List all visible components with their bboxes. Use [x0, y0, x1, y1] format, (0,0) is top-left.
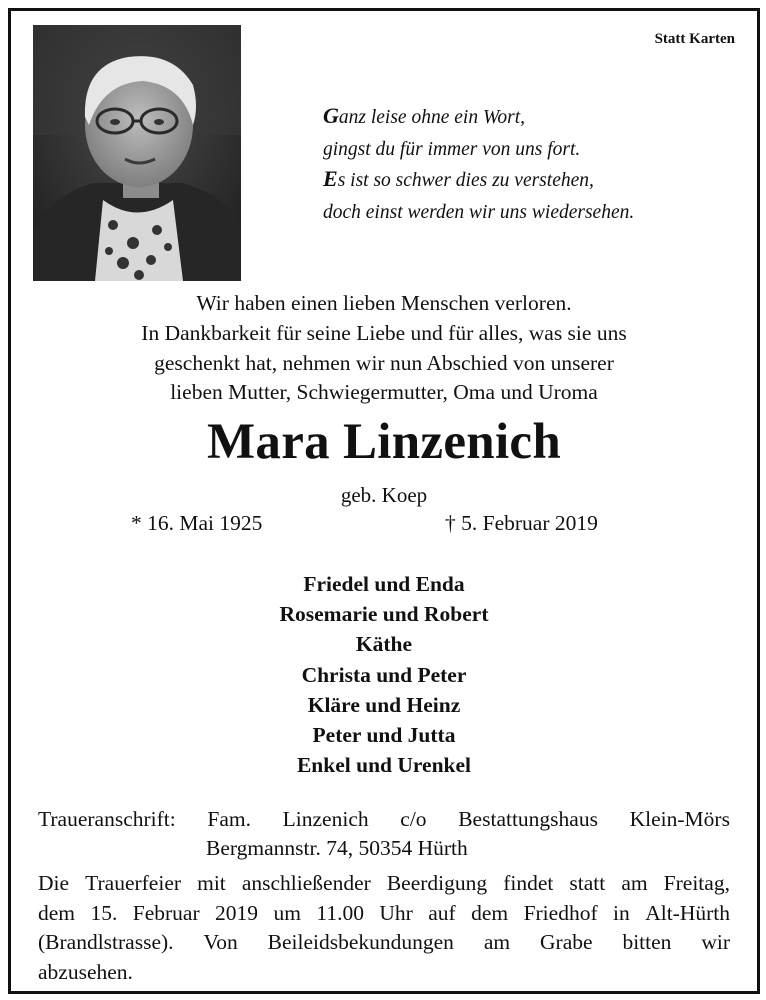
mourning-address-street: Bergmannstr. 74, 50354 Hürth — [206, 836, 468, 860]
notice-frame — [8, 8, 760, 994]
address-word: Fam. — [207, 807, 251, 831]
address-word: Klein-Mörs — [629, 807, 730, 831]
family-member: Kläre und Heinz — [307, 692, 461, 717]
intro-line: geschenkt hat, nehmen wir nun Abschied von unserer — [154, 350, 614, 375]
notice-content — [11, 11, 757, 991]
family-member: Käthe — [355, 632, 413, 657]
mourning-address — [38, 807, 730, 832]
poem-line: doch einst werden wir uns wiedersehen. — [323, 201, 635, 223]
deceased-name: Mara Linzenich — [206, 414, 562, 470]
intro-line: lieben Mutter, Schwiegermutter, Oma und Uroma — [170, 380, 598, 405]
birth-date: * 16. Mai 1925 — [131, 511, 263, 535]
statt-karten-label: Statt Karten — [654, 31, 735, 47]
intro-line: Wir haben einen lieben Menschen verloren. — [196, 291, 572, 315]
family-member: Friedel und Enda — [303, 572, 465, 596]
ceremony-line: abzusehen. — [38, 959, 133, 984]
family-member: Christa und Peter — [301, 662, 467, 687]
address-word: Bestattungshaus — [458, 807, 598, 831]
address-word: Linzenich — [282, 807, 369, 831]
family-member: Peter und Jutta — [312, 723, 456, 748]
ceremony-text — [38, 869, 730, 987]
ceremony-line: (Brandlstrasse). Von Beileidsbekundungen am Grabe bitten wir — [38, 930, 730, 954]
intro-line: In Dankbarkeit für seine Liebe und für alles, was sie uns — [141, 320, 627, 345]
family-list — [11, 569, 757, 780]
poem-line: Es ist so schwer dies zu verstehen, — [323, 166, 594, 191]
address-word: Traueranschrift: — [38, 807, 176, 831]
poem — [323, 101, 634, 227]
portrait-image — [33, 25, 241, 281]
poem-line: Ganz leise ohne ein Wort, — [323, 103, 526, 128]
ceremony-line: dem 15. Februar 2019 um 11.00 Uhr auf dem Friedhof in Alt-Hürth — [38, 900, 730, 925]
death-date: † 5. Februar 2019 — [445, 511, 598, 535]
ceremony-line: Die Trauerfeier mit anschließender Beerdigung findet statt am Freitag, — [38, 871, 730, 895]
birth-name: geb. Koep — [340, 483, 428, 507]
family-member: Enkel und Urenkel — [296, 753, 472, 778]
intro-text — [11, 289, 757, 408]
poem-line: gingst du für immer von uns fort. — [323, 138, 581, 160]
family-member: Rosemarie und Robert — [279, 602, 489, 627]
address-word: c/o — [400, 807, 427, 831]
portrait-photo — [33, 25, 241, 281]
